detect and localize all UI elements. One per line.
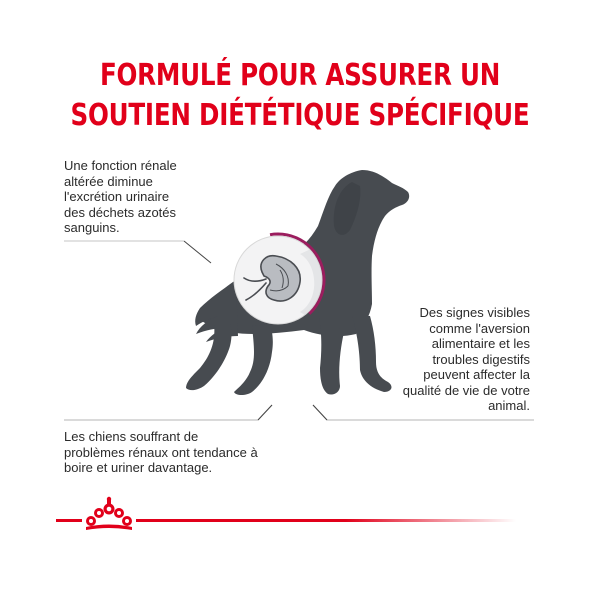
callout-line-kidney	[64, 241, 211, 263]
note-line: sanguins.	[64, 220, 120, 235]
note-line: boire et uriner davantage.	[64, 460, 213, 475]
note-line: l'excrétion urinaire	[64, 189, 170, 204]
note-drinking-urination	[64, 429, 258, 476]
page-title	[54, 56, 546, 136]
note-line: problèmes rénaux ont tendance à	[64, 444, 258, 460]
note-kidney-function	[64, 158, 177, 236]
note-line: Des signes visibles	[419, 305, 530, 320]
note-line: Une fonction rénale	[64, 158, 177, 173]
royal-canin-crown-logo-icon	[56, 497, 516, 530]
callout-line-drinking	[64, 405, 272, 420]
note-line: animal.	[488, 398, 530, 413]
note-line: Les chiens souffrant de	[64, 429, 199, 444]
note-line: troubles digestifs	[432, 351, 530, 367]
page-title-line-2: SOUTIEN DIÉTÉTIQUE SPÉCIFIQUE	[70, 98, 530, 133]
note-visible-signs	[403, 305, 530, 414]
note-line: qualité de vie de votre	[402, 382, 530, 398]
note-line: des déchets azotés	[64, 204, 177, 220]
note-line: comme l'aversion	[429, 320, 530, 336]
page-title-line-1: FORMULÉ POUR ASSURER UN	[99, 58, 501, 93]
note-line: alimentaire et les	[431, 336, 530, 351]
note-line: altérée diminue	[64, 173, 153, 189]
note-line: peuvent affecter la	[423, 367, 530, 382]
